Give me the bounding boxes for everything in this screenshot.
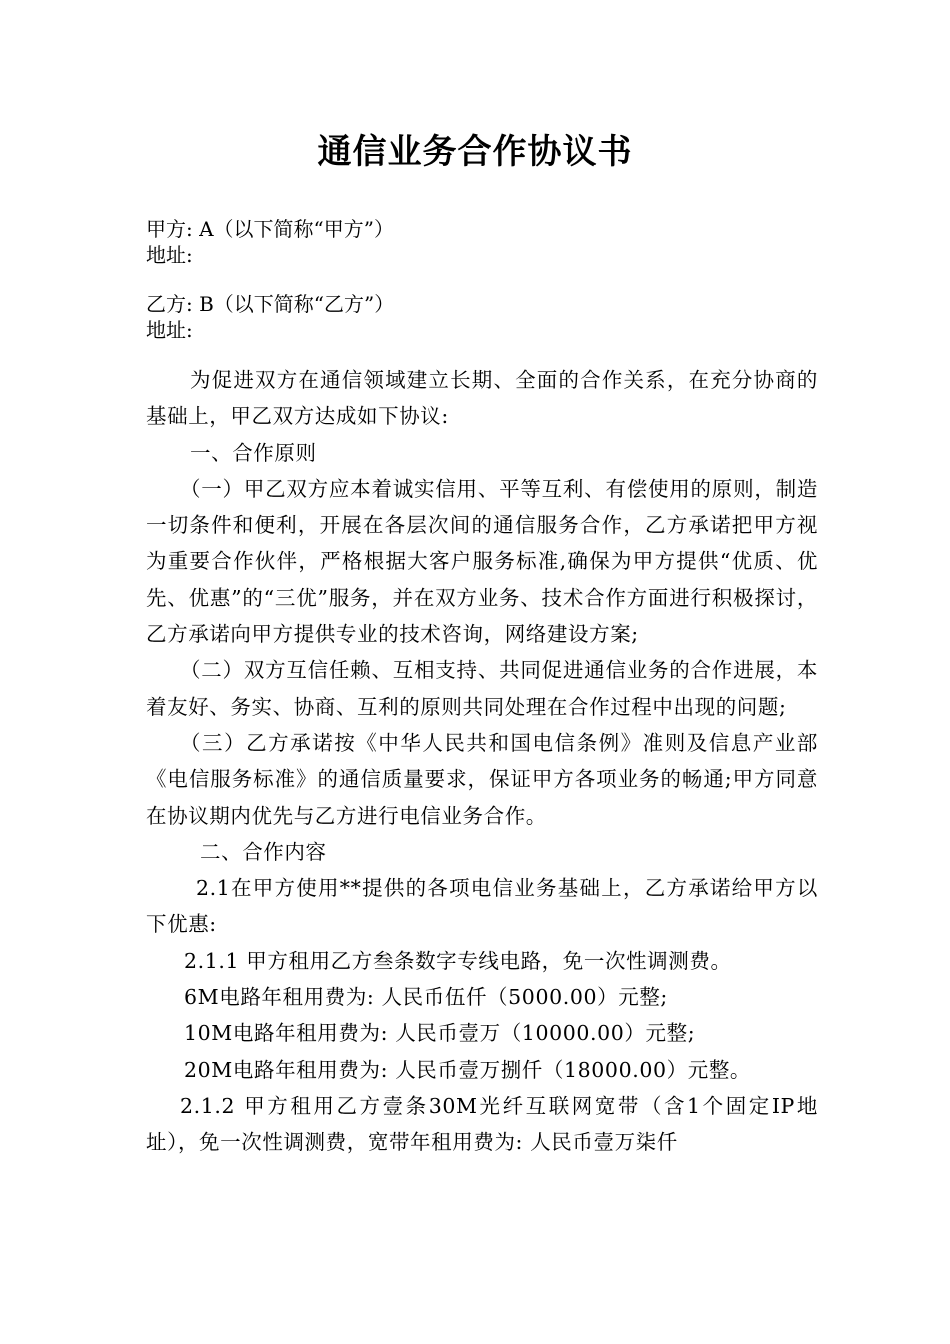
- fee-6m: 6M电路年租用费为: 人民币伍仟（5000.00）元整;: [184, 985, 668, 1010]
- fee-10m: 10M电路年租用费为: 人民币壹万（10000.00）元整;: [184, 1021, 696, 1046]
- document-body: [146, 362, 818, 1161]
- party-a-line: 甲方: A（以下简称“甲方”）: [146, 217, 394, 241]
- party-b-line: 乙方: B（以下简称“乙方”）: [146, 292, 395, 316]
- party-a-address: 地址:: [146, 243, 193, 267]
- document-title: 通信业务合作协议书: [317, 132, 633, 172]
- clause-2-1: 2.1在甲方使用**提供的各项电信业务基础上，乙方承诺给甲方以下优惠:: [146, 876, 818, 937]
- clause-2-1-1: 2.1.1 甲方租用乙方叁条数字专线电路，免一次性调测费。: [184, 948, 732, 973]
- principle-item-2: （二）双方互信任赖、互相支持、共同促进通信业务的合作进展，本着友好、务实、协商、互利的原则共同处理在合作过程中出现的问题;: [146, 658, 818, 719]
- intro-paragraph: 为促进双方在通信领域建立长期、全面的合作关系，在充分协商的基础上，甲乙双方达成如下协议:: [146, 368, 818, 429]
- fee-20m: 20M电路年租用费为: 人民币壹万捌仟（18000.00）元整。: [184, 1057, 752, 1082]
- section-heading-content: 二、合作内容: [200, 839, 327, 864]
- section-heading-principles: 一、合作原则: [190, 440, 317, 465]
- party-b-address: 地址:: [146, 318, 193, 342]
- principle-item-1: （一）甲乙双方应本着诚实信用、平等互利、有偿使用的原则，制造一切条件和便利，开展在各层次间的通信服务合作，乙方承诺把甲方视为重要合作伙伴，严格根据大客户服务标准,确保为甲方提供“优质、优先、优惠”的“三优”服务，并在双方业务、技术合作方面进行积极探讨，乙方承诺向甲方提供专业的技术咨询，网络建设方案;: [146, 476, 818, 647]
- clause-2-1-2: 2.1.2 甲方租用乙方壹条30M光纤互联网宽带（含1个固定IP地址），免一次性调测费，宽带年租用费为: 人民币壹万柒仟: [146, 1093, 818, 1155]
- principle-item-3: （三）乙方承诺按《中华人民共和国电信条例》准则及信息产业部《电信服务标准》的通信质量要求，保证甲方各项业务的畅通;甲方同意在协议期内优先与乙方进行电信业务合作。: [146, 730, 818, 828]
